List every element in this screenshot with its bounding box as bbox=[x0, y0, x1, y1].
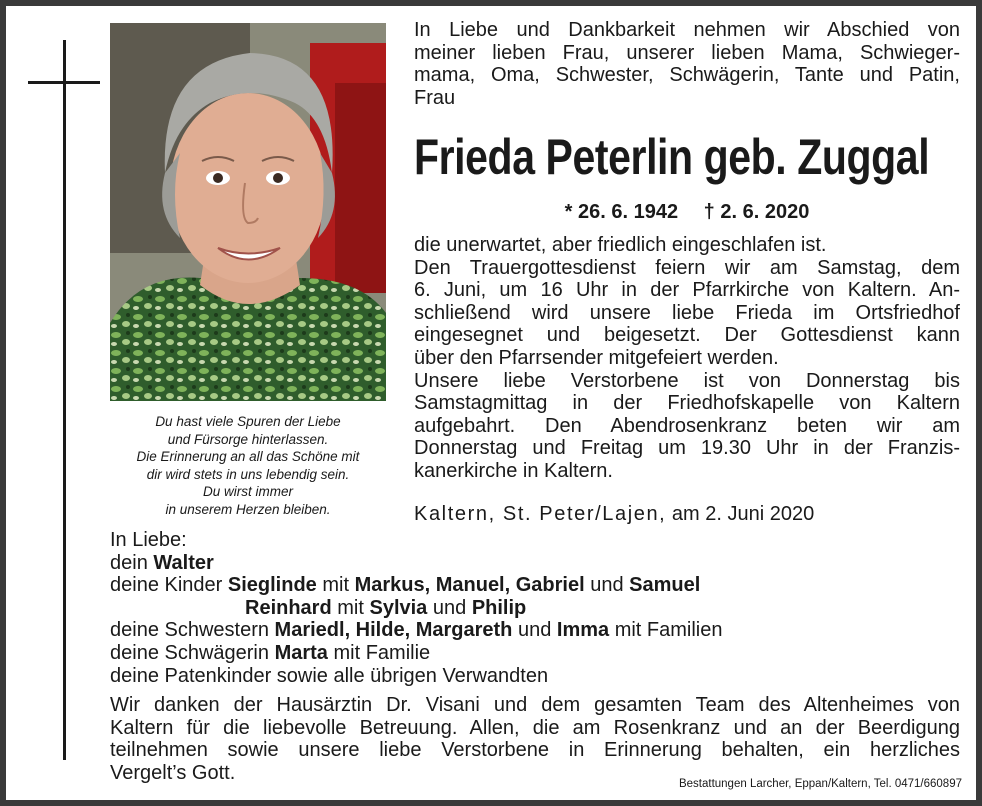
mourner-line-children-2 bbox=[110, 597, 960, 620]
label-text: deine Kinder bbox=[110, 574, 223, 597]
child-name: Sieglinde bbox=[227, 574, 317, 597]
intro-line: In Liebe und Dankbarkeit nehmen wir Abschied von bbox=[414, 19, 960, 41]
body-line: Unsere liebe Verstorbene ist von Donnerstag bis bbox=[414, 369, 960, 392]
caption-line: Du wirst immer bbox=[203, 484, 293, 500]
thanks-line: Kaltern für die liebevolle Betreuung. Allen, die am Rosenkranz und an der Beerdigung bbox=[110, 716, 960, 739]
grandchild-name: Samuel bbox=[629, 574, 701, 597]
death-date: † 2. 6. 2020 bbox=[703, 201, 810, 223]
connector-text: mit bbox=[337, 596, 364, 619]
cross-horizontal-bar bbox=[28, 81, 100, 84]
sister-in-law-name: Marta bbox=[274, 641, 328, 664]
child-name: Reinhard bbox=[245, 596, 332, 619]
connector-text: und bbox=[432, 596, 467, 619]
mourner-line-sisters bbox=[110, 619, 960, 642]
portrait-photo bbox=[110, 23, 386, 401]
body-line: die unerwartet, aber friedlich eingeschlafen ist. bbox=[414, 234, 827, 256]
grandchildren-names: Markus, Manuel, Gabriel bbox=[354, 574, 585, 597]
life-dates bbox=[414, 201, 960, 224]
label-text: deine Schwägerin bbox=[110, 641, 269, 664]
mourner-line-husband bbox=[110, 552, 960, 575]
mourner-line-sister-in-law bbox=[110, 642, 960, 665]
place-and-date bbox=[414, 503, 960, 526]
intro-line: mama, Oma, Schwester, Schwägerin, Tante und Patin, bbox=[414, 64, 960, 87]
cross-vertical-bar bbox=[63, 40, 66, 760]
mourners-list bbox=[110, 529, 960, 687]
caption-line: in unserem Herzen bleiben. bbox=[165, 501, 331, 517]
signoff-place: Kaltern, St. Peter/Lajen, bbox=[414, 503, 667, 525]
caption-line: Du hast viele Spuren der Liebe bbox=[155, 414, 341, 429]
label-text: mit Familien bbox=[614, 619, 723, 642]
grandchild-name: Philip bbox=[471, 596, 527, 619]
mourner-line-godchildren: deine Patenkinder sowie alle übrigen Verwandten bbox=[110, 664, 549, 687]
thanks-line: teilnehmen sowie unsere liebe Verstorbene in Erinnerung behalten, ein herzliches bbox=[110, 739, 960, 762]
deceased-name: Frieda Peterlin geb. Zuggal bbox=[414, 129, 930, 185]
mourners-header: In Liebe: bbox=[110, 529, 187, 551]
connector-text: mit bbox=[322, 574, 350, 597]
body-line: aufgebahrt. Den Abendrosenkranz beten wir am bbox=[414, 414, 960, 437]
funeral-home-credit: Bestattungen Larcher, Eppan/Kaltern, Tel. 0471/660897 bbox=[678, 778, 962, 790]
connector-text: und bbox=[517, 619, 552, 642]
memorial-caption bbox=[110, 413, 386, 519]
body-line: Den Trauergottesdienst feiern wir am Samstag, dem bbox=[414, 256, 960, 279]
body-line: eingesegnet und beigesetzt. Der Gottesdienst kann bbox=[414, 324, 960, 347]
body-line: Donnerstag und Freitag um 19.30 Uhr in der Franzis- bbox=[414, 437, 960, 460]
label-text: deine Schwestern bbox=[110, 619, 269, 642]
label-text: mit Familie bbox=[333, 641, 431, 664]
thanks-text bbox=[110, 694, 960, 784]
mourner-line-children bbox=[110, 574, 960, 597]
portrait-illustration bbox=[110, 23, 386, 401]
body-line: kanerkirche in Kaltern. bbox=[414, 459, 613, 482]
caption-line: dir wird stets in uns lebendig sein. bbox=[146, 466, 350, 482]
birth-date: * 26. 6. 1942 bbox=[564, 201, 679, 223]
sister-name: Imma bbox=[556, 619, 610, 642]
signoff-date: am 2. Juni 2020 bbox=[671, 503, 815, 525]
label-text: dein bbox=[110, 551, 148, 574]
sister-names: Mariedl, Hilde, Margareth bbox=[274, 619, 513, 642]
intro-line: meiner lieben Frau, unserer lieben Mama, Schwieger- bbox=[414, 41, 960, 64]
intro-text bbox=[414, 19, 960, 109]
thanks-line: Vergelt’s Gott. bbox=[110, 761, 236, 784]
intro-line: Frau bbox=[414, 86, 456, 109]
thanks-line: Wir danken der Hausärztin Dr. Visani und dem gesamten Team des Altenheimes von bbox=[110, 694, 960, 716]
caption-line: und Fürsorge hinterlassen. bbox=[167, 431, 329, 447]
body-line: 6. Juni, um 16 Uhr in der Pfarrkirche von Kaltern. An- bbox=[414, 279, 960, 302]
connector-text: und bbox=[590, 574, 624, 597]
body-line: schließend wird unsere liebe Frieda im Ortsfriedhof bbox=[414, 301, 960, 324]
caption-line: Die Erinnerung an all das Schöne mit bbox=[136, 449, 360, 465]
husband-name: Walter bbox=[153, 551, 214, 574]
funeral-details bbox=[414, 234, 960, 483]
grandchild-name: Sylvia bbox=[369, 596, 428, 619]
obituary-notice bbox=[6, 6, 976, 800]
body-line: über den Pfarrsender mitgefeiert werden. bbox=[414, 346, 779, 369]
body-line: Samstagmittag in der Friedhofskapelle von Kaltern bbox=[414, 392, 960, 415]
